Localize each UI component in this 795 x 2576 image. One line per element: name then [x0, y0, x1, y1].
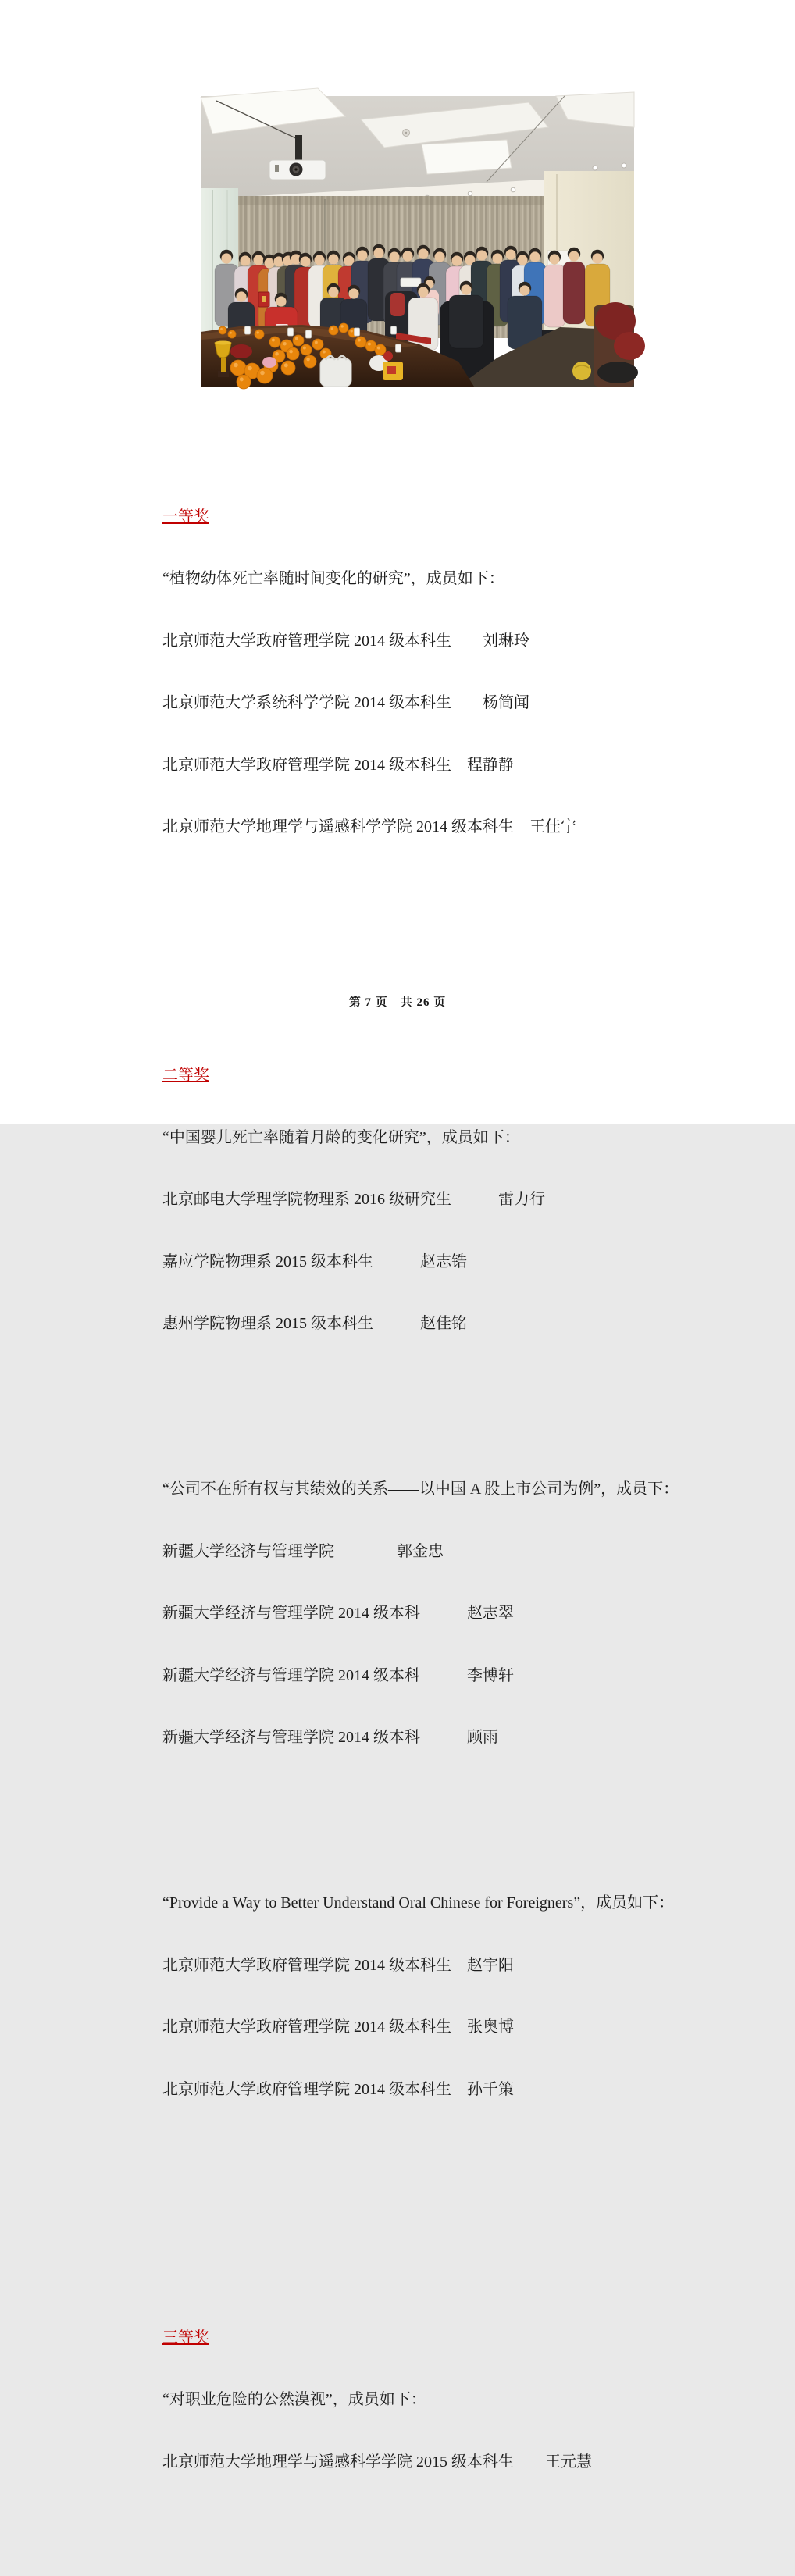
project-title: “对职业危险的公然漠视”，成员如下： [162, 2391, 426, 2408]
member-line: 惠州学院物理系 2015 级本科生 赵佳铭 [162, 1315, 467, 1332]
member-line: 北京师范大学地理学与遥感科学学院 2015 级本科生 王元慧 [162, 2453, 592, 2471]
member-line: 新疆大学经济与管理学院 2014 级本科 顾雨 [162, 1729, 498, 1746]
section-third-prize [162, 2286, 693, 2514]
group-photo [201, 96, 634, 387]
member-line: 北京师范大学政府管理学院 2014 级本科生 孙千策 [162, 2080, 514, 2098]
member-line: 北京师范大学政府管理学院 2014 级本科生 刘琳玲 [162, 632, 529, 650]
member-line: 北京师范大学地理学与遥感科学学院 2014 级本科生 王佳宁 [162, 818, 576, 836]
member-line: 嘉应学院物理系 2015 级本科生 赵志锆 [162, 1252, 467, 1270]
prize-heading-second: 二等奖 [162, 1067, 209, 1084]
project-title: “Provide a Way to Better Understand Oral Chinese for Foreigners”，成员如下： [162, 1894, 675, 1912]
member-line: 新疆大学经济与管理学院 郭金忠 [162, 1542, 444, 1560]
member-line: 北京邮电大学理学院物理系 2016 级研究生 雷力行 [162, 1191, 545, 1208]
red-scarf [390, 293, 405, 316]
prize-heading-third: 三等奖 [162, 2328, 209, 2346]
white-plastic-bag [320, 356, 351, 387]
white-box [401, 278, 421, 287]
blank-line [162, 1810, 693, 1831]
project-title: “植物幼体死亡率随时间变化的研究”，成员如下： [162, 570, 504, 587]
pomelo [572, 362, 591, 380]
prize-heading-first: 一等奖 [162, 508, 209, 526]
project-title: “公司不在所有权与其绩效的关系——以中国 A 股上市公司为例”，成员下： [162, 1480, 679, 1498]
section-second-prize [162, 1024, 693, 2141]
member-line: 新疆大学经济与管理学院 2014 级本科 赵志翠 [162, 1605, 514, 1622]
member-line: 北京师范大学政府管理学院 2014 级本科生 赵宇阳 [162, 1956, 514, 1974]
page-footer: 第 7 页 共 26 页 [348, 996, 447, 1009]
camera-bag [597, 362, 638, 383]
blank-line [162, 2204, 693, 2225]
red-flowers [230, 344, 252, 358]
member-line: 北京师范大学政府管理学院 2014 级本科生 张奥博 [162, 2018, 514, 2036]
blank-line [162, 1396, 693, 1417]
award-list [162, 403, 693, 2576]
section-first-prize [162, 465, 693, 879]
member-line: 北京师范大学系统科学学院 2014 级本科生 杨简闻 [162, 694, 529, 711]
project-title: “中国婴儿死亡率随着月龄的变化研究”，成员如下： [162, 1128, 520, 1146]
member-line: 北京师范大学政府管理学院 2014 级本科生 程静静 [162, 756, 514, 774]
blank-line [162, 941, 693, 962]
member-line: 新疆大学经济与管理学院 2014 级本科 李博轩 [162, 1666, 514, 1684]
